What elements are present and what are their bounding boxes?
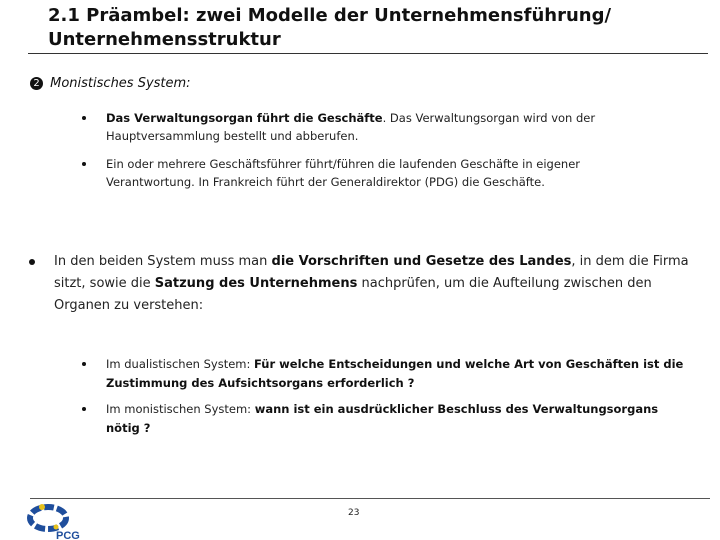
main-bullet-text-2: , in dem die Firma sitzt, sowie die [54, 254, 689, 291]
main-bullet-text-1: In den beiden System muss man [54, 254, 272, 269]
monist-bullet-2 [106, 155, 666, 191]
section-heading-text: Monistisches System: [50, 76, 191, 91]
monist-bullet-1-text: . Das Verwaltungsorgan wird von der Hauptversammlung bestellt und abberufen. [106, 111, 596, 143]
monist-bullet-2-text: Ein oder mehrere Geschäftsführer führt/führen die laufenden Geschäfte in eigener Verantwortung. In Frankreich führt der Generaldirektor (PDG) die Geschäfte. [106, 157, 581, 189]
page-number: 23 [348, 508, 360, 518]
main-bullet-bold-2: Satzung des Unternehmens [154, 276, 358, 291]
section-heading [30, 76, 191, 91]
sub-bullet-1 [106, 355, 686, 393]
sub-bullet-2-bold: wann ist ein ausdrücklicher Beschluss des Verwaltungsorgans nötig ? [106, 402, 659, 435]
pcg-logo [22, 500, 92, 540]
main-bullet [54, 251, 694, 317]
sub-bullet-2 [106, 400, 686, 438]
slide-title: 2.1 Präambel: zwei Modelle der Unternehmensführung/ Unternehmensstruktur [48, 5, 612, 50]
monist-bullet-1-bold: Das Verwaltungsorgan führt die Geschäfte [106, 111, 383, 125]
main-bullet-bold-1: die Vorschriften und Gesetze des Landes [271, 254, 572, 269]
sub-bullet-1-text: Im dualistischen System: [106, 357, 255, 371]
monist-bullet-1 [106, 109, 666, 145]
sub-bullet-2-text: Im monistischen System: [106, 402, 255, 416]
logo-text: PCG [56, 530, 80, 540]
sub-bullet-1-bold: Für welche Entscheidungen und welche Art von Geschäften ist die Zustimmung des Aufsichtsorgans erforderlich ? [106, 357, 684, 390]
section-number-badge: 2 [30, 77, 43, 90]
footer-divider [30, 498, 710, 499]
main-bullet-text-3: nachprüfen, um die Aufteilung zwischen den Organen zu verstehen: [54, 276, 652, 313]
title-divider [28, 53, 708, 54]
